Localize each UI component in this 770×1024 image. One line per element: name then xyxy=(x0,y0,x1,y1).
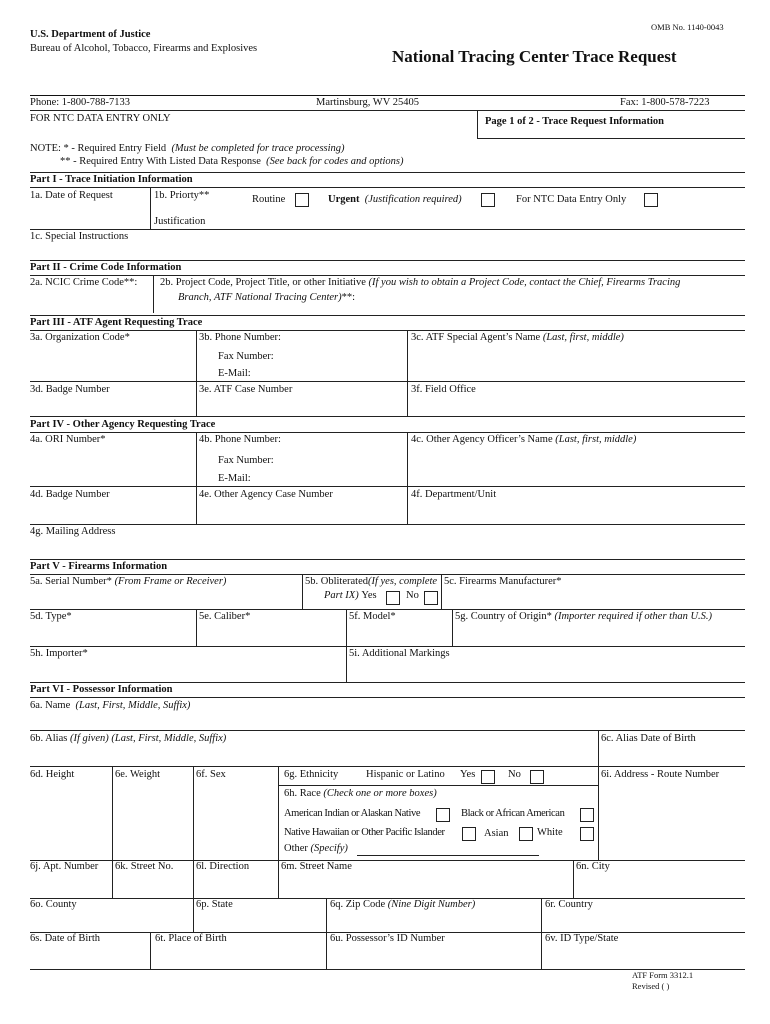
race-white-checkbox[interactable] xyxy=(580,827,594,841)
divider xyxy=(30,95,745,96)
field-office-label: 3f. Field Office xyxy=(411,384,476,395)
weight-label: 6e. Weight xyxy=(115,769,161,780)
divider xyxy=(150,187,151,229)
part6-heading: Part VI - Possessor Information xyxy=(30,684,173,695)
caliber-label: 5e. Caliber* xyxy=(199,611,251,622)
alias-label: 6b. Alias (If given) (Last, First, Middle, Suffix) xyxy=(30,733,227,744)
divider xyxy=(441,574,442,610)
part5-heading: Part V - Firearms Information xyxy=(30,561,168,572)
divider xyxy=(30,315,745,316)
ethnicity-no-checkbox[interactable] xyxy=(530,770,544,784)
form-number: ATF Form 3312.1 xyxy=(632,970,694,980)
race-other-field[interactable] xyxy=(357,855,539,856)
department-unit-label: 4f. Department/Unit xyxy=(411,489,497,500)
divider xyxy=(193,766,194,898)
race-asian-label: Asian xyxy=(484,828,509,839)
routine-checkbox[interactable] xyxy=(295,193,309,207)
divider xyxy=(541,898,542,969)
ntc-only-checkbox[interactable] xyxy=(644,193,658,207)
divider xyxy=(407,432,408,524)
race-black-label: Black or African American xyxy=(461,808,565,819)
divider xyxy=(30,172,745,173)
race-other-label: Other (Specify) xyxy=(284,843,348,854)
justification-label: Justification xyxy=(154,216,206,227)
divider xyxy=(477,110,478,138)
divider xyxy=(30,524,745,525)
divider xyxy=(573,860,574,898)
divider xyxy=(30,187,745,188)
divider xyxy=(477,138,745,139)
ori-number-label: 4a. ORI Number* xyxy=(30,434,106,445)
routine-label: Routine xyxy=(252,194,286,205)
obliterated-no-checkbox[interactable] xyxy=(424,591,438,605)
address-route-label: 6i. Address - Route Number xyxy=(601,769,720,780)
atf-case-label: 3e. ATF Case Number xyxy=(199,384,293,395)
divider xyxy=(326,898,327,969)
divider xyxy=(30,330,745,331)
obliterated-no-label: No xyxy=(406,590,419,601)
model-label: 5f. Model* xyxy=(349,611,396,622)
divider xyxy=(30,730,745,731)
ethnicity-yes-checkbox[interactable] xyxy=(481,770,495,784)
possessor-name-label: 6a. Name (Last, First, Middle, Suffix) xyxy=(30,700,191,711)
urgent-label: Urgent (Justification required) xyxy=(328,194,462,205)
agent-name-label: 3c. ATF Special Agent’s Name (Last, first, middle) xyxy=(411,332,624,343)
additional-markings-label: 5i. Additional Markings xyxy=(349,648,450,659)
country-origin-label: 5g. Country of Origin* (Importer required if other than U.S.) xyxy=(455,611,713,622)
ethnicity-yes-label: Yes xyxy=(460,769,476,780)
divider xyxy=(150,932,151,969)
street-number-label: 6k. Street No. xyxy=(115,861,174,872)
part1-heading: Part I - Trace Initiation Information xyxy=(30,174,193,185)
divider xyxy=(302,574,303,610)
other-fax-label: Fax Number: xyxy=(218,455,274,466)
possessor-id-label: 6u. Possessor’s ID Number xyxy=(330,933,445,944)
special-instructions-label: 1c. Special Instructions xyxy=(30,231,129,242)
note-required: NOTE: * - Required Entry Field (Must be completed for trace processing) xyxy=(30,143,345,154)
city-label: 6n. City xyxy=(576,861,610,872)
agent-phone-label: 3b. Phone Number: xyxy=(199,332,281,343)
part3-heading: Part III - ATF Agent Requesting Trace xyxy=(30,317,203,328)
part2-heading: Part II - Crime Code Information xyxy=(30,262,182,273)
priority-label: 1b. Priorty** xyxy=(154,190,210,201)
divider xyxy=(30,766,745,767)
project-code-label: 2b. Project Code, Project Title, or other Initiative (If you wish to obtain a Project Code, contact the Chief, Firearms Tracing xyxy=(160,277,681,288)
divider xyxy=(30,432,745,433)
other-phone-label: 4b. Phone Number: xyxy=(199,434,281,445)
divider xyxy=(30,275,745,276)
project-code-label-line2: Branch, ATF National Tracing Center)**: xyxy=(178,292,356,303)
country-label: 6r. Country xyxy=(545,899,593,910)
sex-label: 6f. Sex xyxy=(196,769,226,780)
race-ai-label: American Indian or Alaskan Native xyxy=(284,808,421,819)
bureau-name: Bureau of Alcohol, Tobacco, Firearms and Explosives xyxy=(30,43,258,54)
page-info: Page 1 of 2 - Trace Request Information xyxy=(485,116,664,127)
fax-text: Fax: 1-800-578-7223 xyxy=(620,97,710,108)
divider xyxy=(407,330,408,416)
county-label: 6o. County xyxy=(30,899,77,910)
ethnicity-no-label: No xyxy=(508,769,521,780)
divider xyxy=(30,609,745,610)
divider xyxy=(196,330,197,416)
zip-code-label: 6q. Zip Code (Nine Digit Number) xyxy=(330,899,476,910)
race-asian-checkbox[interactable] xyxy=(519,827,533,841)
obliterated-label-line2: Part IX) Yes xyxy=(324,590,377,601)
divider xyxy=(30,574,745,575)
org-code-label: 3a. Organization Code* xyxy=(30,332,130,343)
apt-number-label: 6j. Apt. Number xyxy=(30,861,99,872)
revised-date: Revised ( ) xyxy=(632,981,670,991)
urgent-checkbox[interactable] xyxy=(481,193,495,207)
officer-name-label: 4c. Other Agency Officer’s Name (Last, first, middle) xyxy=(411,434,637,445)
serial-number-label: 5a. Serial Number* (From Frame or Receiver) xyxy=(30,576,227,587)
divider xyxy=(598,730,599,766)
mailing-address-label: 4g. Mailing Address xyxy=(30,526,116,537)
race-nh-checkbox[interactable] xyxy=(462,827,476,841)
hispanic-label: Hispanic or Latino xyxy=(366,769,445,780)
street-name-label: 6m. Street Name xyxy=(281,861,352,872)
divider xyxy=(30,381,745,382)
divider xyxy=(30,260,745,261)
divider xyxy=(278,785,598,786)
phone-text: Phone: 1-800-788-7133 xyxy=(30,97,131,108)
divider xyxy=(30,646,745,647)
alias-dob-label: 6c. Alias Date of Birth xyxy=(601,733,696,744)
divider xyxy=(30,110,745,111)
omb-number: OMB No. 1140-0043 xyxy=(651,22,724,32)
divider xyxy=(196,609,197,646)
note-listed-response: ** - Required Entry With Listed Data Response (See back for codes and options) xyxy=(60,156,404,167)
divider xyxy=(30,486,745,487)
other-badge-label: 4d. Badge Number xyxy=(30,489,110,500)
manufacturer-label: 5c. Firearms Manufacturer* xyxy=(444,576,562,587)
divider xyxy=(30,416,745,417)
state-label: 6p. State xyxy=(196,899,233,910)
divider xyxy=(112,766,113,898)
form-title: National Tracing Center Trace Request xyxy=(392,47,677,66)
agent-email-label: E-Mail: xyxy=(218,368,251,379)
race-label: 6h. Race (Check one or more boxes) xyxy=(284,788,437,799)
ntc-only-label: For NTC Data Entry Only xyxy=(516,194,627,205)
divider xyxy=(153,275,154,313)
ntc-entry-only: FOR NTC DATA ENTRY ONLY xyxy=(30,113,171,124)
race-nh-label: Native Hawaiian or Other Pacific Islander xyxy=(284,827,445,838)
agent-fax-label: Fax Number: xyxy=(218,351,274,362)
divider xyxy=(30,682,745,683)
other-email-label: E-Mail: xyxy=(218,473,251,484)
divider xyxy=(30,559,745,560)
divider xyxy=(193,898,194,932)
race-black-checkbox[interactable] xyxy=(580,808,594,822)
obliterated-label: 5b. Obliterated(If yes, complete xyxy=(305,576,438,587)
id-type-label: 6v. ID Type/State xyxy=(545,933,619,944)
obliterated-yes-checkbox[interactable] xyxy=(386,591,400,605)
divider xyxy=(598,766,599,860)
type-label: 5d. Type* xyxy=(30,611,72,622)
divider xyxy=(30,697,745,698)
pob-label: 6t. Place of Birth xyxy=(155,933,227,944)
race-white-label: White xyxy=(537,827,563,838)
location-text: Martinsburg, WV 25405 xyxy=(316,97,419,108)
department-name: U.S. Department of Justice xyxy=(30,29,151,40)
divider xyxy=(196,432,197,524)
agent-badge-label: 3d. Badge Number xyxy=(30,384,110,395)
dob-label: 6s. Date of Birth xyxy=(30,933,100,944)
ncic-code-label: 2a. NCIC Crime Code**: xyxy=(30,277,138,288)
height-label: 6d. Height xyxy=(30,769,75,780)
other-case-label: 4e. Other Agency Case Number xyxy=(199,489,333,500)
divider xyxy=(30,229,745,230)
race-ai-checkbox[interactable] xyxy=(436,808,450,822)
ethnicity-label: 6g. Ethnicity xyxy=(284,769,339,780)
part4-heading: Part IV - Other Agency Requesting Trace xyxy=(30,419,216,430)
date-of-request-label: 1a. Date of Request xyxy=(30,190,113,201)
divider xyxy=(452,609,453,646)
direction-label: 6l. Direction xyxy=(196,861,250,872)
importer-label: 5h. Importer* xyxy=(30,648,88,659)
